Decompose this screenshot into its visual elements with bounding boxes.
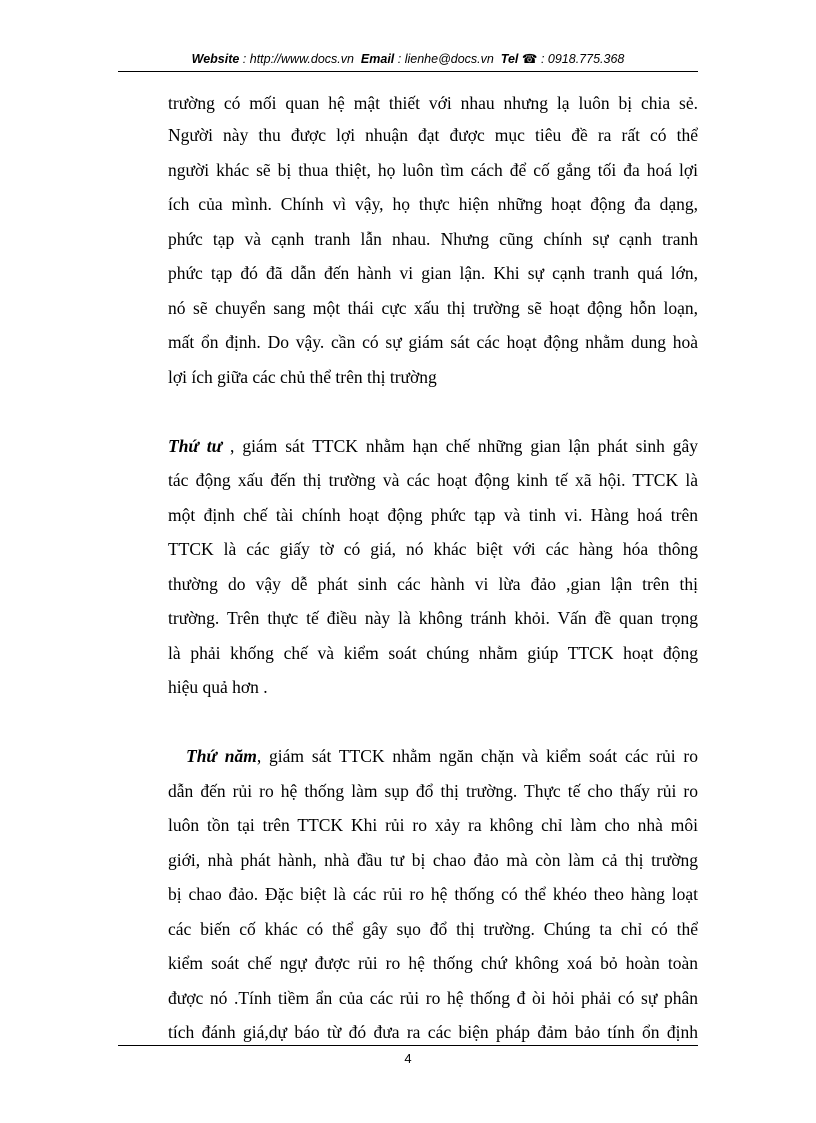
body-line: là phải khống chế và kiểm soát chúng nhằm giúp TTCK hoạt động [168, 643, 698, 663]
paragraph-lead: Thứ tư [168, 436, 223, 456]
body-line: trường. Trên thực tế điều này là không tránh khỏi. Vấn đề quan trọng [168, 608, 698, 628]
body-line: được nó .Tính tiềm ẩn của các rủi ro hệ thống đ òi hỏi phải có sự phân [168, 988, 698, 1008]
body-line [186, 741, 698, 771]
body-line [168, 431, 698, 461]
website-separator: : [239, 52, 250, 66]
body-line: ích của mình. Chính vì vậy, họ thực hiện những hoạt động đa dạng, [168, 194, 698, 214]
body-text: , giám sát TTCK nhằm hạn chế những gian lận phát sinh gây [222, 436, 698, 456]
body-line: một định chế tài chính hoạt động phức tạp và tinh vi. Hàng hoá trên [168, 505, 698, 525]
body-line: các biến cố khác có thể gây sụo đổ thị trường. Chúng ta chỉ có thể [168, 919, 698, 939]
body-line: trường có mối quan hệ mật thiết với nhau nhưng lạ luôn bị chia sẻ. [168, 93, 698, 113]
body-line: mất ổn định. Do vậy. cần có sự giám sát các hoạt động nhằm dung hoà [168, 332, 698, 352]
website-label: Website [191, 52, 240, 66]
tel-label: Tel [500, 52, 519, 66]
body-line: TTCK là các giấy tờ có giá, nó khác biệt với các hàng hóa thông [168, 539, 698, 559]
telephone-icon: ☎ [521, 52, 538, 66]
page-header [118, 50, 698, 72]
body-line: thường do vậy dễ phát sinh các hành vi lừa đảo ,gian lận trên thị [168, 574, 698, 594]
body-line: kiểm soát chế ngự được rủi ro hệ thống chứ không xoá bỏ hoàn toàn [168, 953, 698, 973]
email-link[interactable]: lienhe@docs.vn [404, 52, 494, 66]
email-separator: : [394, 52, 405, 66]
body-text: , giám sát TTCK nhằm ngăn chặn và kiểm soát các rủi ro [256, 746, 698, 766]
paragraph-lead: Thứ năm [186, 746, 257, 766]
email-label: Email [360, 52, 395, 66]
body-line: hiệu quả hơn . [168, 677, 268, 697]
tel-value: : 0918.775.368 [537, 52, 625, 66]
body-line: bị chao đảo. Đặc biệt là các rủi ro hệ thống có thể khéo theo hàng loạt [168, 884, 698, 904]
body-line: lợi ích giữa các chủ thể trên thị trường [168, 367, 437, 387]
body-line: tích đánh giá,dự báo từ đó đưa ra các biện pháp đảm bảo tính ổn định [168, 1022, 698, 1042]
website-link[interactable]: http://www.docs.vn [249, 52, 354, 66]
page-number: 4 [404, 1051, 412, 1066]
body-line: luôn tồn tại trên TTCK Khi rủi ro xảy ra không chỉ làm cho nhà môi [168, 815, 698, 835]
body-line: dẫn đến rủi ro hệ thống làm sụp đổ thị trường. Thực tế cho thấy rủi ro [168, 781, 698, 801]
body-line: giới, nhà phát hành, nhà đầu tư bị chao đảo mà còn làm cả thị trường [168, 850, 698, 870]
body-line: tác động xấu đến thị trường và các hoạt động kinh tế xã hội. TTCK là [168, 470, 698, 490]
body-line: phức tạp và cạnh tranh lẫn nhau. Nhưng cũng chính sự cạnh tranh [168, 229, 698, 249]
body-line: Người này thu được lợi nhuận đạt được mục tiêu đề ra rất có thể [168, 125, 698, 145]
body-line: nó sẽ chuyển sang một thái cực xấu thị trường sẽ hoạt động hỗn loạn, [168, 298, 698, 318]
body-line: phức tạp đó đã dẫn đến hành vi gian lận. Khi sự cạnh tranh quá lớn, [168, 263, 698, 283]
footer-rule [118, 1045, 698, 1046]
header-rule [118, 71, 698, 72]
body-line: người khác sẽ bị thua thiệt, họ luôn tìm cách để cố gắng tối đa hoá lợi [168, 160, 698, 180]
